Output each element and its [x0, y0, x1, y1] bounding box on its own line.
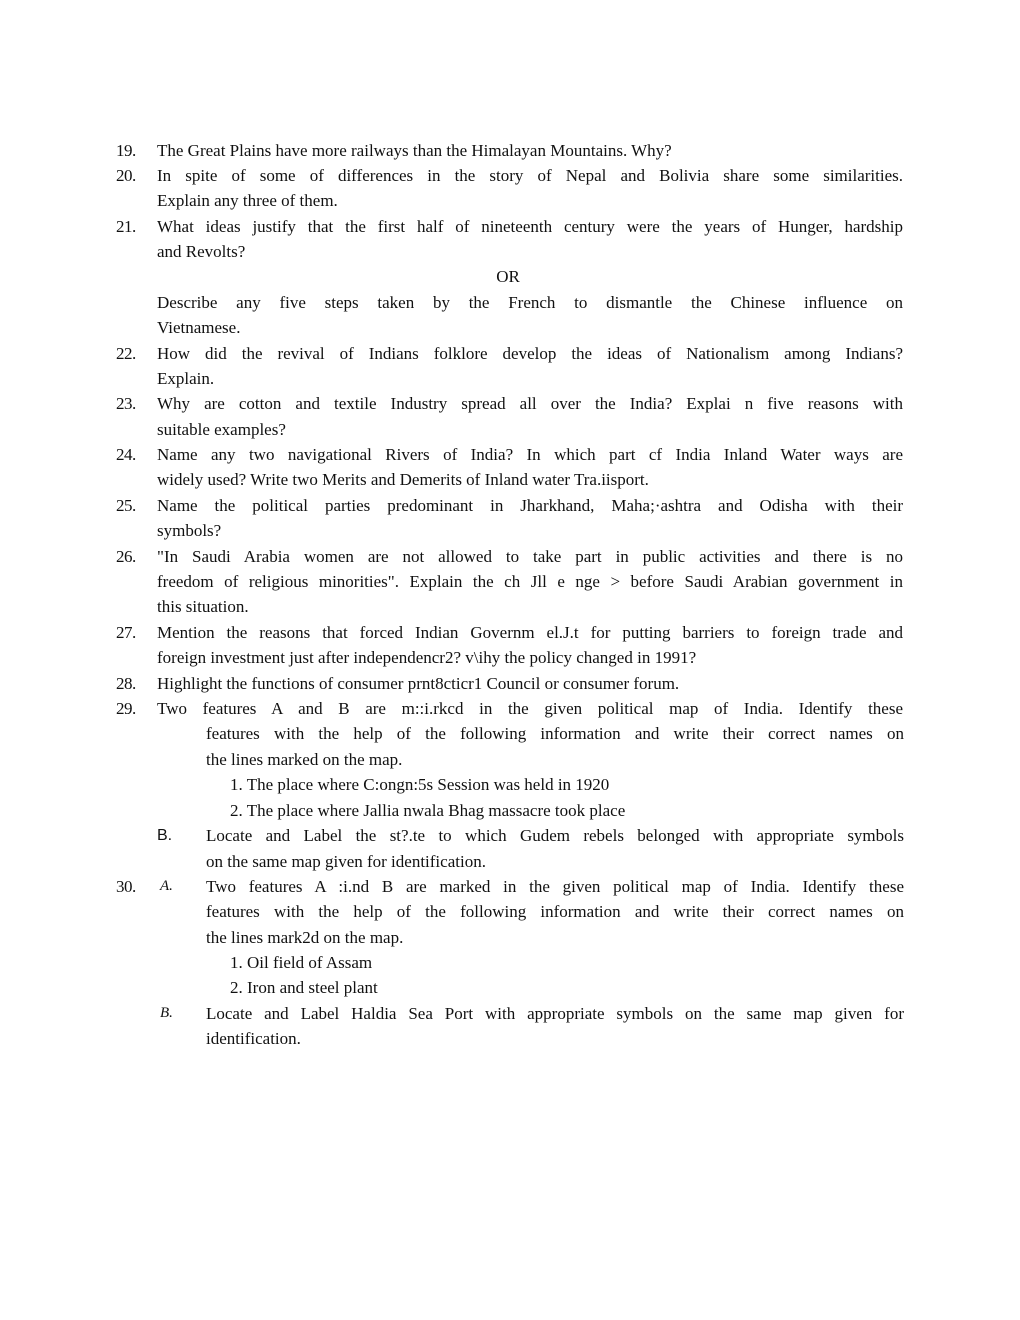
question-26-line-3: [0, 594, 1020, 619]
question-21-alternative: [0, 290, 1020, 315]
question-29-item-1: [0, 772, 1020, 797]
part-letter: B.: [157, 827, 173, 844]
question-21-line-2: [0, 239, 1020, 264]
question-text: widely used? Write two Merits and Demerits of Inland water Tra.iisport.: [157, 470, 649, 489]
question-text: Explain any three of them.: [157, 191, 338, 210]
question-text: How did the revival of Indians folklore develop the ideas of Nationalism among Indians?: [157, 344, 903, 363]
question-22: [0, 341, 1020, 366]
question-24: [0, 442, 1020, 467]
question-text: Locate and Label Haldia Sea Port with appropriate symbols on the same map given for: [206, 1004, 904, 1023]
question-30-item-1: [0, 950, 1020, 975]
question-25-line-2: [0, 518, 1020, 543]
question-number: 30.: [116, 877, 136, 896]
question-21: [0, 214, 1020, 239]
question-number: 28.: [116, 674, 136, 693]
question-text: suitable examples?: [157, 420, 286, 439]
question-number: 23.: [116, 394, 136, 413]
question-22-line-2: [0, 366, 1020, 391]
question-text: What ideas justify that the first half of nineteenth century were the years of Hunger, hardship: [157, 217, 903, 236]
question-number: 25.: [116, 496, 136, 515]
question-text: Explain.: [157, 369, 215, 388]
question-27-line-2: [0, 645, 1020, 670]
question-29-part-b: [0, 823, 1020, 848]
question-text: foreign investment just after independencr2? v\ihy the policy changed in 1991?: [157, 648, 697, 667]
question-21-alternative-line-2: [0, 315, 1020, 340]
question-text: The Great Plains have more railways than the Himalayan Mountains. Why?: [157, 141, 672, 160]
question-text: the lines marked on the map.: [206, 750, 403, 769]
question-30: [0, 874, 1020, 899]
question-text: the lines mark2d on the map.: [206, 928, 404, 947]
question-text: freedom of religious minorities". Explain the ch Jll e nge > before Saudi Arabian government in: [157, 572, 903, 591]
question-20: [0, 163, 1020, 188]
or-label: OR: [496, 267, 520, 286]
question-text: features with the help of the following information and write their correct names on: [206, 902, 904, 921]
question-29-part-b-line-2: [0, 849, 1020, 874]
question-text: Two features A and B are m::i.rkcd in the given political map of India. Identify these: [157, 699, 903, 718]
question-30-line-3: [0, 925, 1020, 950]
question-text: Name any two navigational Rivers of India? In which part cf India Inland Water ways are: [157, 445, 903, 464]
list-item: 1. The place where C:ongn:5s Session was held in 1920: [230, 775, 610, 794]
question-text: "In Saudi Arabia women are not allowed to take part in public activities and there is no: [157, 547, 903, 566]
question-number: 22.: [116, 344, 136, 363]
question-text: Name the political parties predominant in Jharkhand, Maha;·ashtra and Odisha with their: [157, 496, 903, 515]
question-text: Mention the reasons that forced Indian Governm el.J.t for putting barriers to foreign trade and: [157, 623, 903, 642]
question-24-line-2: [0, 467, 1020, 492]
question-29-line-2: [0, 721, 1020, 746]
question-number: 21.: [116, 217, 136, 236]
question-23: [0, 391, 1020, 416]
question-20-line-2: [0, 188, 1020, 213]
question-23-line-2: [0, 417, 1020, 442]
question-text: on the same map given for identification.: [206, 852, 486, 871]
question-text: features with the help of the following information and write their correct names on: [206, 724, 904, 743]
question-28: [0, 671, 1020, 696]
question-number: 27.: [116, 623, 136, 642]
question-26-line-2: [0, 569, 1020, 594]
question-text: Highlight the functions of consumer prnt8cticr1 Council or consumer forum.: [157, 674, 680, 693]
question-29: [0, 696, 1020, 721]
question-text: Vietnamese.: [157, 318, 241, 337]
question-number: 24.: [116, 445, 136, 464]
question-text: Describe any five steps taken by the French to dismantle the Chinese influence on: [157, 293, 903, 312]
question-text: Why are cotton and textile Industry spread all over the India? Explai n five reasons with: [157, 394, 903, 413]
question-number: 20.: [116, 166, 136, 185]
question-29-line-3: [0, 747, 1020, 772]
part-letter: B.: [160, 1005, 173, 1021]
question-29-item-2: [0, 798, 1020, 823]
question-text: Locate and Label the st?.te to which Gudem rebels belonged with appropriate symbols: [206, 826, 904, 845]
question-19: [0, 138, 1020, 163]
question-text: and Revolts?: [157, 242, 246, 261]
question-text: identification.: [206, 1029, 301, 1048]
question-number: 26.: [116, 547, 136, 566]
question-number: 19.: [116, 141, 136, 160]
question-text: In spite of some of differences in the story of Nepal and Bolivia share some similarities.: [157, 166, 903, 185]
question-30-line-2: [0, 899, 1020, 924]
question-text: Two features A :i.nd B are marked in the given political map of India. Identify these: [206, 877, 904, 896]
question-30-part-b: [0, 1001, 1020, 1026]
question-text: this situation.: [157, 597, 249, 616]
or-divider: [0, 264, 1020, 289]
question-30-part-b-line-2: [0, 1026, 1020, 1051]
question-30-item-2: [0, 975, 1020, 1000]
question-25: [0, 493, 1020, 518]
part-letter: A.: [160, 878, 173, 894]
question-text: symbols?: [157, 521, 222, 540]
question-number: 29.: [116, 699, 136, 718]
list-item: 2. The place where Jallia nwala Bhag massacre took place: [230, 801, 626, 820]
question-26: [0, 544, 1020, 569]
question-27: [0, 620, 1020, 645]
list-item: 1. Oil field of Assam: [230, 953, 373, 972]
list-item: 2. Iron and steel plant: [230, 978, 378, 997]
